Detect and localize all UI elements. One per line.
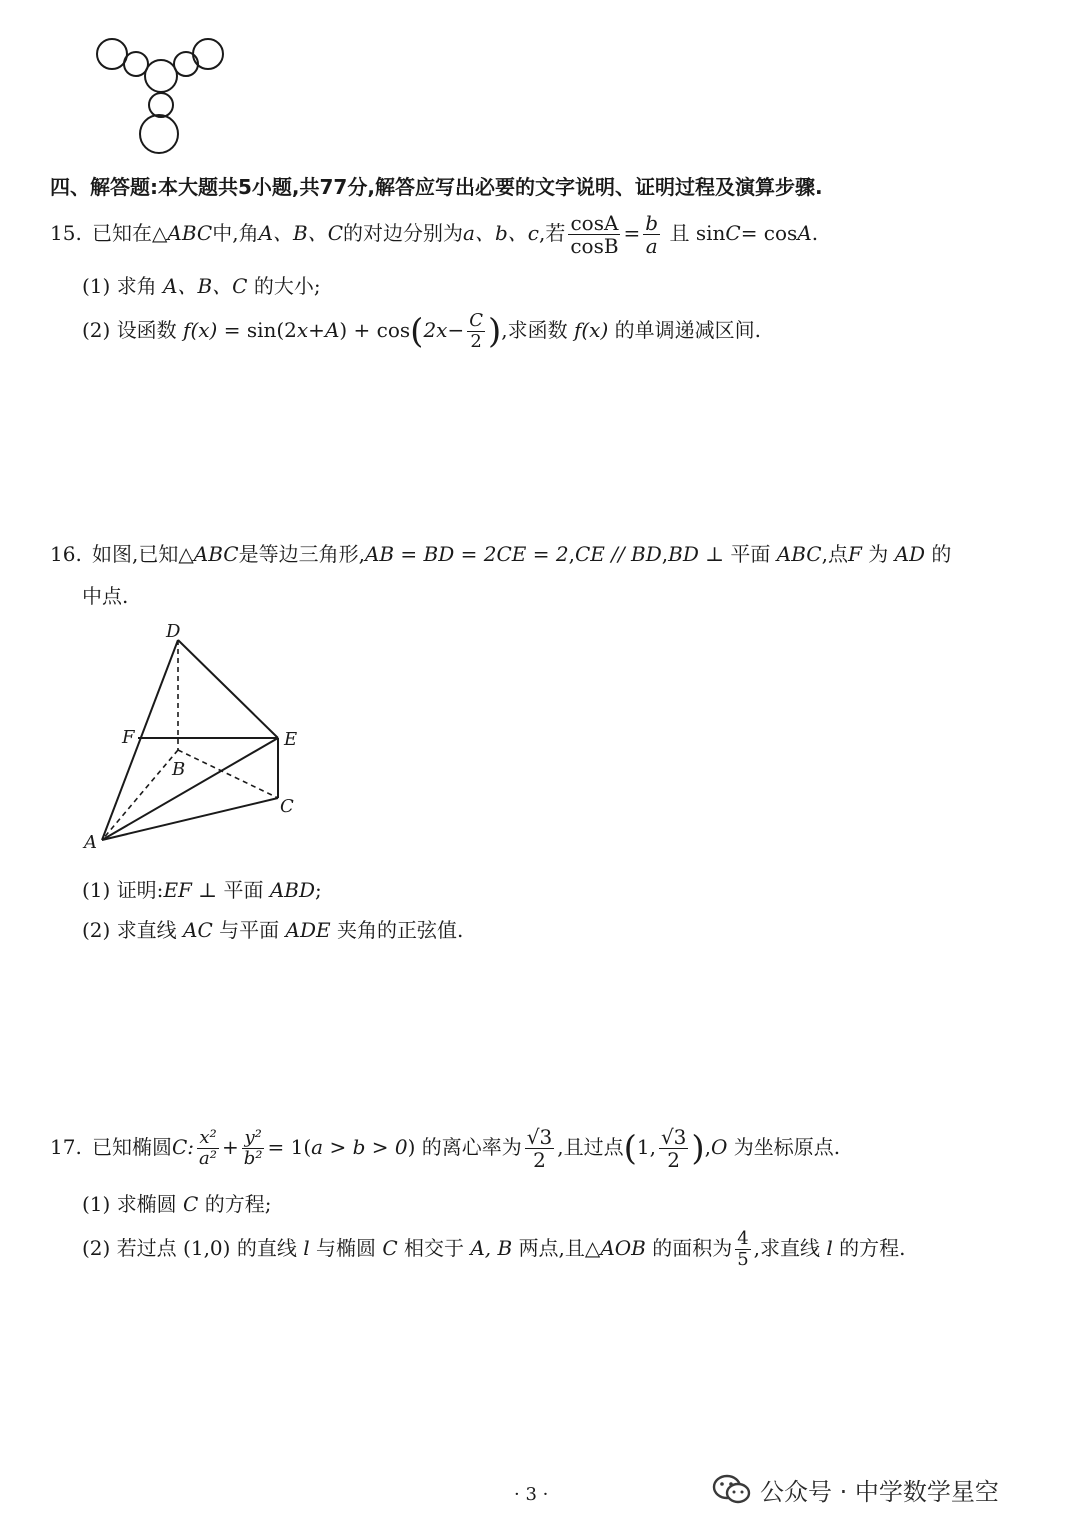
fraction-y2-b2: $\frac{\text{y²}}{\text{b²}}$: [243, 1127, 263, 1169]
q16-part2: (2) 求直线 AC 与平面 ADE 夹角的正弦值.: [82, 918, 464, 942]
q16-stem-line2: 中点.: [82, 584, 129, 608]
label-A: A: [84, 832, 97, 853]
label-C: C: [280, 796, 294, 817]
fraction-b-a: $\frac{b}{a}$: [645, 211, 659, 258]
fraction-C-2: $\frac{C}{2}$: [469, 310, 483, 352]
question-number: 16.: [50, 542, 82, 566]
fraction-sqrt3-2: $\frac{√3}{2}$: [526, 1125, 553, 1172]
q15-part2: (2) 设函数 f(x) = sin(2x+A) + cos(2x− $\frac{C}{2}$ ),求函数 f(x) 的单调递减区间.: [82, 310, 761, 352]
q16-stem: 16. 如图,已知△ABC是等边三角形,AB = BD = 2CE = 2,CE // BD,BD ⊥ 平面 ABC,点F 为 AD 的: [50, 542, 952, 566]
question-number: 17.: [50, 1135, 82, 1159]
wechat-icon: [712, 1473, 752, 1507]
question-number: 15.: [50, 221, 82, 245]
label-B: B: [172, 759, 186, 780]
fraction-4-5: $\frac{4}{5}$: [737, 1228, 749, 1270]
q17-part1: (1) 求椭圆 C 的方程;: [82, 1192, 272, 1216]
page-number: · 3 ·: [514, 1484, 549, 1505]
q15-part1: (1) 求角 A、B、C 的大小;: [82, 274, 321, 298]
q16-part1: (1) 证明:EF ⊥ 平面 ABD;: [82, 878, 322, 902]
fraction-cosA-cosB: $\frac{\cos A}{\cos B}$: [570, 211, 619, 258]
q17-part2: (2) 若过点 (1,0) 的直线 l 与椭圆 C 相交于 A, B 两点,且△AOB 的面积为 $\frac{4}{5}$ ,求直线 l 的方程.: [82, 1228, 906, 1270]
label-D: D: [166, 621, 181, 642]
circles-figure: [90, 30, 230, 160]
watermark-brand: 公众号 · 中学数学星空: [712, 1472, 999, 1507]
fraction-point-sqrt3-2: $\frac{√3}{2}$: [660, 1125, 687, 1172]
label-F: F: [122, 727, 135, 748]
q17-stem: 17. 已知椭圆C: $\frac{\text{x²}}{\text{a²}}$ + $\frac{\text{y²}}{\text{b²}}$ = 1(a > b > 0) 的离心率为 $\frac{√3}{2}$ ,且过点(1, $\frac{√3}{2}$ ),O 为坐标原点.: [50, 1122, 840, 1172]
pyramid-figure: [80, 618, 320, 858]
fraction-x2-a2: $\frac{\text{x²}}{\text{a²}}$: [199, 1127, 217, 1169]
label-E: E: [284, 729, 298, 750]
section-heading: 四、解答题:本大题共5小题,共77分,解答应写出必要的文字说明、证明过程及演算步骤.: [50, 175, 823, 199]
q15-stem: 15. 已知在△ABC中,角A、B、C的对边分别为a、b、c,若 $\frac{\cos A}{\cos B}$ = $\frac{b}{a}$ 且 sinC= cosA.: [50, 211, 819, 258]
